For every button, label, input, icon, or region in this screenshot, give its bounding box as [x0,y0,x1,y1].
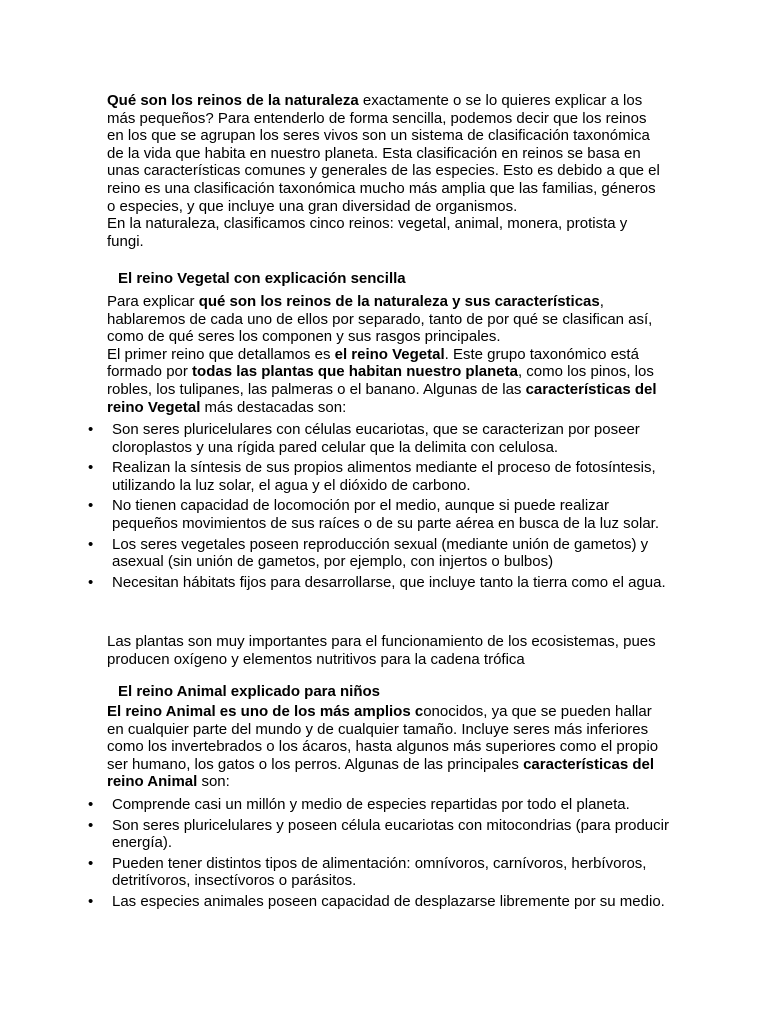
list-item: • Pueden tener distintos tipos de alimentación: omnívoros, carnívoros, herbívoros, detritívoros, insectívoros o parásitos. [88,855,678,890]
list-item: • Comprende casi un millón y medio de especies repartidas por todo el planeta. [88,796,678,814]
vegetal-paragraph-1 [107,293,667,346]
text-span: , hablaremos de cada uno de ellos por separado, tanto de por qué se clasifican así, como de qué seres los componen y sus rasgos principales. [107,293,653,346]
intro-section [107,92,667,250]
text-span: más destacadas son: [200,398,347,416]
bold-span: qué son los reinos de la naturaleza y sus características [198,293,600,310]
list-item: • Las especies animales poseen capacidad de desplazarse libremente por su medio. [88,893,678,911]
bold-span: características del reino Vegetal [107,380,657,416]
list-item: • No tienen capacidad de locomoción por el medio, aunque si puede realizar pequeños movimientos de sus raíces o de su parte aérea en busca de la luz solar. [88,497,678,532]
animal-bullet-list [88,796,678,914]
text-span: son: [197,773,230,791]
intro-paragraph [107,92,667,215]
list-item: • Son seres pluricelulares y poseen célula eucariotas con mitocondrias (para producir energía). [88,817,678,852]
bold-span: el reino Vegetal [334,345,445,363]
vegetal-closing: Las plantas son muy importantes para el funcionamiento de los ecosistemas, pues producen oxígeno y elementos nutritivos para la cadena trófica [107,633,656,668]
vegetal-bullet-list [88,421,678,594]
intro-bold-lead: Qué son los reinos de la naturaleza [107,92,359,109]
list-item: • Son seres pluricelulares con células eucariotas, que se caracterizan por poseer cloroplastos y una rígida pared celular que la delimita con celulosa. [88,421,678,456]
text-span: Para explicar [107,293,199,310]
animal-paragraph-1 [107,703,667,791]
list-item: • Los seres vegetales poseen reproducción sexual (mediante unión de gametos) y asexual (sin unión de gametos, por ejemplo, con injertos o bulbos) [88,536,678,571]
list-item: • Realizan la síntesis de sus propios alimentos mediante el proceso de fotosíntesis, utilizando la luz solar, el agua y el dióxido de carbono. [88,459,678,494]
text-span: . Este grupo taxonómico está formado por [107,345,639,381]
intro-second-line: En la naturaleza, clasificamos cinco reinos: vegetal, animal, monera, protista y fungi. [107,215,628,250]
heading-reino-vegetal: El reino Vegetal con explicación sencilla [118,270,406,287]
vegetal-paragraph-2 [107,346,667,416]
animal-intro [107,703,667,791]
bold-span: todas las plantas que habitan nuestro planeta [192,363,518,381]
text-span: El primer reino que detallamos es [107,345,335,363]
heading-reino-animal: El reino Animal explicado para niños [118,683,381,700]
bold-span: El reino Animal es uno de los más amplios c [107,703,424,720]
intro-text: exactamente o se lo quieres explicar a los más pequeños? Para entenderlo de forma sencilla, podemos decir que los reinos en los que se agrupan los seres vivos son un sistema de clasificación taxonómica de la vida que habita en nuestro planeta. Esta clasificación en reinos se basa en unas características comunes y generales de las especies. Esto es debido a que el reino es una clasificación taxonómica mucho más amplia que las familias, géneros o especies, y que incluye una gran diversidad de organismos. [107,92,660,215]
list-item: • Necesitan hábitats fijos para desarrollarse, que incluye tanto la tierra como el agua. [88,574,678,592]
text-span: , como los pinos, los robles, los tulipanes, las palmeras o el banano. Algunas de las [107,363,654,398]
bold-span: características del reino Animal [107,755,654,791]
vegetal-intro [107,293,667,416]
text-span: onocidos, ya que se pueden hallar en cualquier parte del mundo y de cualquier tamaño. Incluye seres más inferiores como los invertebrados o los ácaros, hasta algunos más superiores como el propio ser humano, los gatos o los perros. Algunas de las principales [107,703,659,773]
